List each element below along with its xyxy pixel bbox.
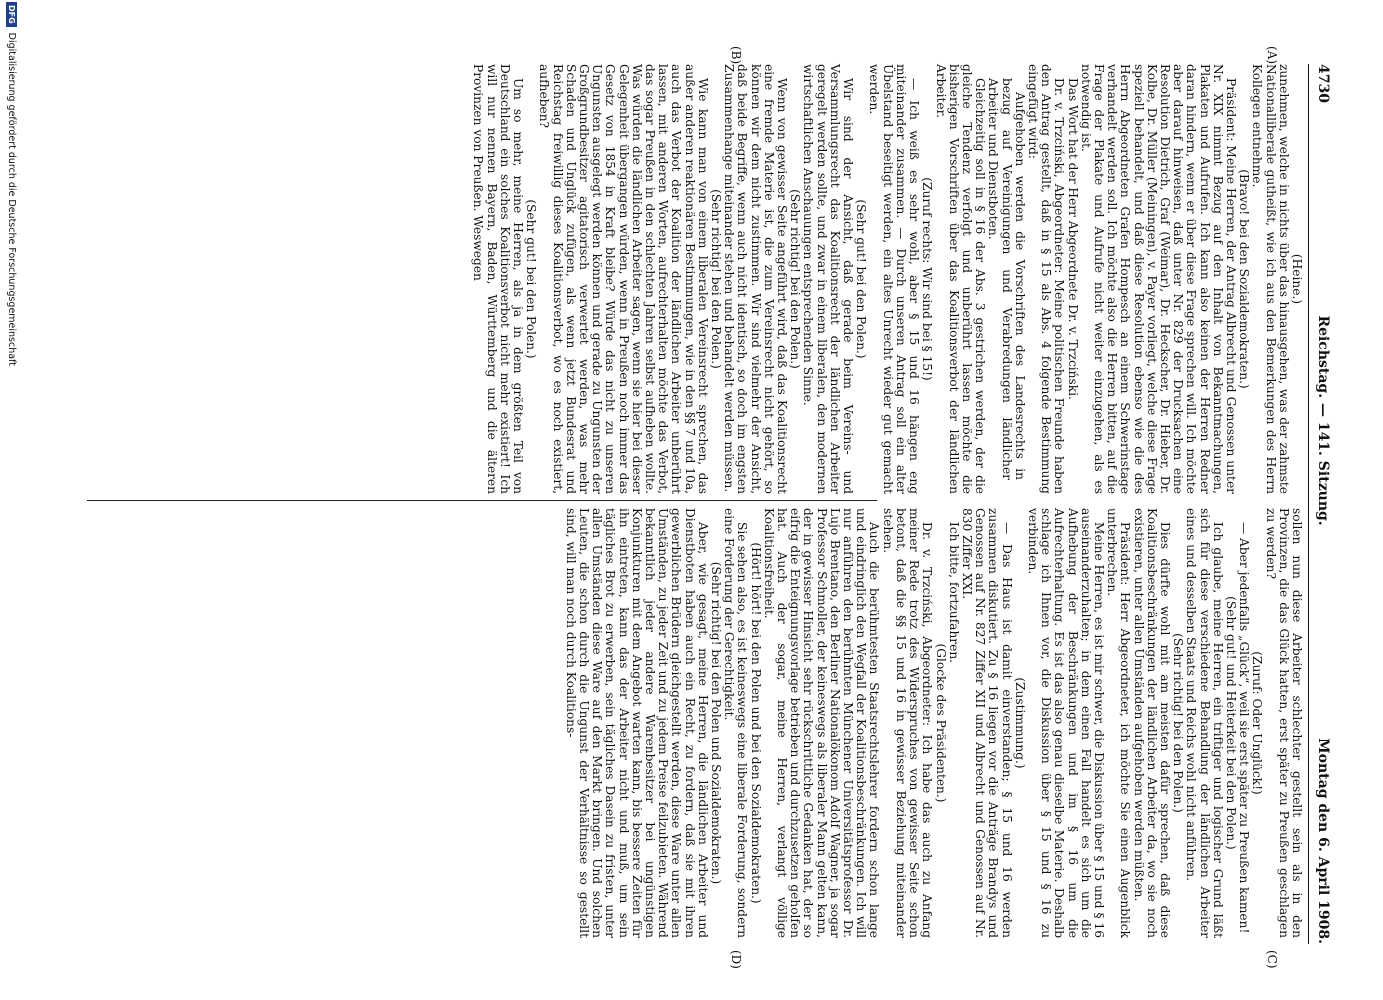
paragraph: Dies dürfte wohl mit am meisten dafür sprechen, daß diese Koalitionsbeschränkungen der ländlichen Arbeiter da, wo sie noch existieren, unter allen Umständen aufgehoben werden müßten. xyxy=(1131,508,1172,938)
interjection: (Glocke des Präsidenten.) xyxy=(933,643,948,803)
paragraph: Präsident: Meine Herren, der Antrag Albrecht und Genossen unter Nr. XIX nimmt Bezug auf den Inhalt von Bekanntmachungen, Plakaten und Aufrufen. Ich kann also keinen der Herren Redner daran hindern, wenn er über diese Frage sprechen will. Ich möchte aber darauf hinweisen, daß unter Nr. 829 der Drucksachen eine Resolution Dietrich, Graf (Weimar), Dr. Heckscher, Dr. Hieber, Dr. Kolbe, Dr. Müller (Meiningen), v. Payer vorliegt, welche diese Frage speziell behandelt, und daß diese Resolution ebenso wie die des Herrn Abgeordneten Grafen Hompesch an einem Schwerinstage verhandelt werden soll. Ich möchte also die Herren bitten, auf die Frage der Plakate und Aufrufe nicht weiter einzugehen, als es notwendig ist. xyxy=(1078,64,1238,494)
paragraph: Um so mehr, meine Herren, als ja in dem größten Teil von Deutschland ein solches Koalitionsverbot nicht mehr existiert! Ich will nur nennen Bayern, Baden, Württemberg und die älteren Provinzen von Preußen. Weswegen xyxy=(471,64,526,494)
paragraph: Das Wort hat der Herr Abgeordnete Dr. v. Trzciński. xyxy=(1065,78,1080,400)
interjection: (Zuruf: Oder Unglück!) xyxy=(1250,651,1265,795)
paragraph: Ich glaube, meine Herren, ein triftiger und logischer Grund läßt sich für diese verschiedene Behandlung der ländlichen Arbeiter eines und desselben Staats und Reichs wohl nicht anführen. xyxy=(1184,508,1225,938)
column-separator xyxy=(87,500,877,501)
paragraph: Wir sind der Ansicht, daß gerade beim Vereins- und Versammlungsrecht das Koalitionsrecht der ländlichen Arbeiter geregelt werden sollte, und zwar in einem liberalen, den modernen wirtschaftlichen Anschauungen entsprechenden Sinne. xyxy=(801,64,856,494)
session-date: Montag den 6. April 1908. xyxy=(1315,738,1331,944)
paragraph: Dr. v. Trzciński, Abgeordneter: Ich habe das auch zu Anfang meiner Rede trotz des Widerspruches von gewisser Seite schon betont, daß die §§ 15 und 16 in gewisser Beziehung miteinander stehen. xyxy=(880,508,935,938)
paragraph: Ich bitte, fortzufahren. xyxy=(946,522,961,664)
interjection: (Sehr richtig! bei den Polen.) xyxy=(788,189,803,369)
paragraph: Präsident: Herr Abgeordneter, ich möchte Sie einen Augenblick unterbrechen. xyxy=(1105,508,1133,938)
interjection: (Sehr gut! bei den Polen.) xyxy=(524,199,539,359)
paragraph: — Das Haus ist damit einverstanden; § 15 und 16 werden zusammen diskutiert. Zu § 16 liegen vor die Anträge Brandys und Genossen auf Nr. 827 Ziffer XII und Albrecht und Genossen auf Nr. 830 Ziffer XXI. xyxy=(959,508,1014,938)
paragraph: Aber, wie gesagt, meine Herren, die ländlichen Arbeiter und Dienstboten haben auch ein Recht, zu fordern, daß sie mit ihren gewerblichen Brüdern gleichgestellt werden, diese Ware unter allen Umständen, zu jeder Zeit und zu jedem Preise feilzubieten. Während bekanntlich jeder andere Warenbesitzer bei ungünstigen Konjunkturen mit dem Angebot warten kann, bis bessere Zeiten für ihn eintreten, kann das der Arbeiter nicht und muß, um sein tägliches Brot zu erwerben, sein tägliches Dasein zu fristen, unter allen Umständen diese Ware auf den Markt bringen. Und solchen Leuten, die schon durch die Ungunst der Verhältnisse so gestellt sind, will man noch durch Koalitions- xyxy=(563,508,710,938)
left-column xyxy=(471,64,1303,494)
header-rule xyxy=(1308,64,1309,944)
paragraph: Gleichzeitig soll in § 16 der Abs. 3 gestrichen werden, der die gleiche Tendenz verfolgt und unberührt lassen möchte die bisherigen Vorschriften über das Koalitionsverbot der ländlichen Arbeiter. xyxy=(933,64,988,494)
session-title: Reichstag. — 141. Sitzung. xyxy=(1315,315,1331,526)
page-header xyxy=(1311,64,1331,944)
dfg-logo: DFG xyxy=(7,2,18,27)
interjection: (Sehr gut! und Heiterkeit bei den Polen.) xyxy=(1223,596,1238,850)
speaker-note: (Heine.) xyxy=(1290,253,1304,305)
footer-text: Digitalisierung gefördert durch die Deutsche Forschungsgemeinschaft xyxy=(6,32,18,366)
paragraph: Sie sehen also, es ist keineswegs eine liberale Forderung, sondern eine Forderung der Gerechtigkeit. xyxy=(722,508,750,938)
interjection: (Hört! hört! bei den Polen und bei den Sozialdemokraten.) xyxy=(748,542,763,904)
paragraph: — Aber jedenfalls „Glück“, weil sie erst später zu Preußen kamen! xyxy=(1237,522,1252,934)
right-column xyxy=(564,508,1303,938)
paragraph: Wenn von gewisser Seite angeführt wird, daß das Koalitionsrecht eine fremde Materie ist, die zum Vereinsrecht nicht gehört, so können wir dem nicht zustimmen. Wir sind vielmehr der Ansicht, daß beide Begriffe, wenn auch nicht identisch, so doch im engsten Zusammenhange miteinander stehen und behandelt werden müssen. xyxy=(722,64,790,494)
margin-mark-c: (C) xyxy=(1265,950,1279,969)
margin-mark-d: (D) xyxy=(729,950,743,969)
interjection: (Sehr richtig! bei den Polen und Sozialdemokraten.) xyxy=(709,561,724,885)
paragraph: — Ich weiß es sehr wohl, aber § 15 und 16 hängen eng miteinander zusammen. — Durch unseren Antrag soll ein alter Übelstand beseitigt werden, ein altes Unrecht wieder gut gemacht werden. xyxy=(867,64,922,494)
interjection: (Bravo! bei den Sozialdemokraten.) xyxy=(1237,169,1252,389)
margin-mark-b: (B) xyxy=(729,46,743,65)
digitization-footer xyxy=(3,0,21,1000)
paragraph: Auch die berühmtesten Staatsrechtslehrer fordern schon lange und eindringlich den Wegfall der Koalitionsbeschränkungen. Ich will nur anführen den berühmten Münchener Universitätsprofessor Dr. Lujo Brentano, den Berliner Nationalökonom Adolf Wagner, ja sogar Professor Schmoller, der keineswegs als liberaler Mann gelten kann, der in gewisser Hinsicht sehr rückschrittliche Gedanken hat, der so eifrig die Enteignungsvorlage betrieben und durchzusetzen geholfen hat. Auch der sogar, meine Herren, verlangt völlige Koalitionsfreiheit. xyxy=(761,508,882,938)
page-number: 4730 xyxy=(1315,64,1331,103)
interjection: (Sehr gut! bei den Polen.) xyxy=(854,199,869,359)
paragraph: Dr. v. Trzciński, Abgeordneter: Meine politischen Freunde haben den Antrag gestellt, daß in § 15 als Abs. 4 folgende Bestimmung eingefügt wird: xyxy=(1025,64,1067,494)
paragraph: Wie kann man von einem liberalen Vereinsrecht sprechen, das außer anderen reaktionären Bestimmungen, wie in den §§ 7 und 10a, auch das Verbot der Koalition der ländlichen Arbeiter unberührt lassen, mit anderen Worten, aufrechterhalten möchte das Verbot, das sogar Preußen in den schlechten Jahren selbst aufheben wollte. Was würden die ländlichen Arbeiter sagen, wenn sie hier bei dieser Gelegenheit übergangen würden, wenn in Preußen noch immer das Gesetz von 1854 in Kraft bleibe? Würde das nicht zu unseren Ungunsten ausgelegt werden können und gerade zu Ungunsten der Großgrundbesitzer agitatorisch verwertet werden, was mehr Schaden und Unglück zufügen, als wenn jetzt Bundesrat und Reichstag freiwillig dieses Koalitionsverbot, wo es noch existiert, aufheben? xyxy=(537,64,710,494)
interjection: (Zustimmung.) xyxy=(1012,677,1027,769)
paragraph: Meine Herren, es ist mir schwer, die Diskussion über § 15 und § 16 auseinanderzuhalten; in dem einen Fall handelt es sich um die Aufhebung der Beschränkungen und im § 16 um die Aufrechterhaltung. Es ist das also genau dieselbe Materie. Deshalb schlage ich Ihnen vor, die Diskussion über § 15 und § 16 zu verbinden. xyxy=(1025,508,1106,938)
interjection: (Zuruf rechts: Wir sind bei § 15!) xyxy=(920,177,935,381)
quoted-motion: Aufgehoben werden die Vorschriften des Landesrechts in bezug auf Vereinigungen und Verabredungen ländlicher Arbeiter und Dienstboten. xyxy=(986,78,1027,480)
paragraph: zunehmen, welche in nichts über das hinausgehen, was der zahmste Nationalliberale gutheißt, wie ich aus den Bemerkungen des Herrn Kollegen entnehme. xyxy=(1250,64,1291,494)
paragraph: sollen nun diese Arbeiter schlechter gestellt sein als in den Provinzen, die das Glück hatten, erst später zu Preußen geschlagen zu werden? xyxy=(1263,508,1304,938)
interjection: (Sehr richtig! bei den Polen.) xyxy=(1171,633,1186,813)
margin-mark-a: (A) xyxy=(1265,46,1279,65)
interjection: (Sehr richtig! bei den Polen.) xyxy=(709,189,724,369)
